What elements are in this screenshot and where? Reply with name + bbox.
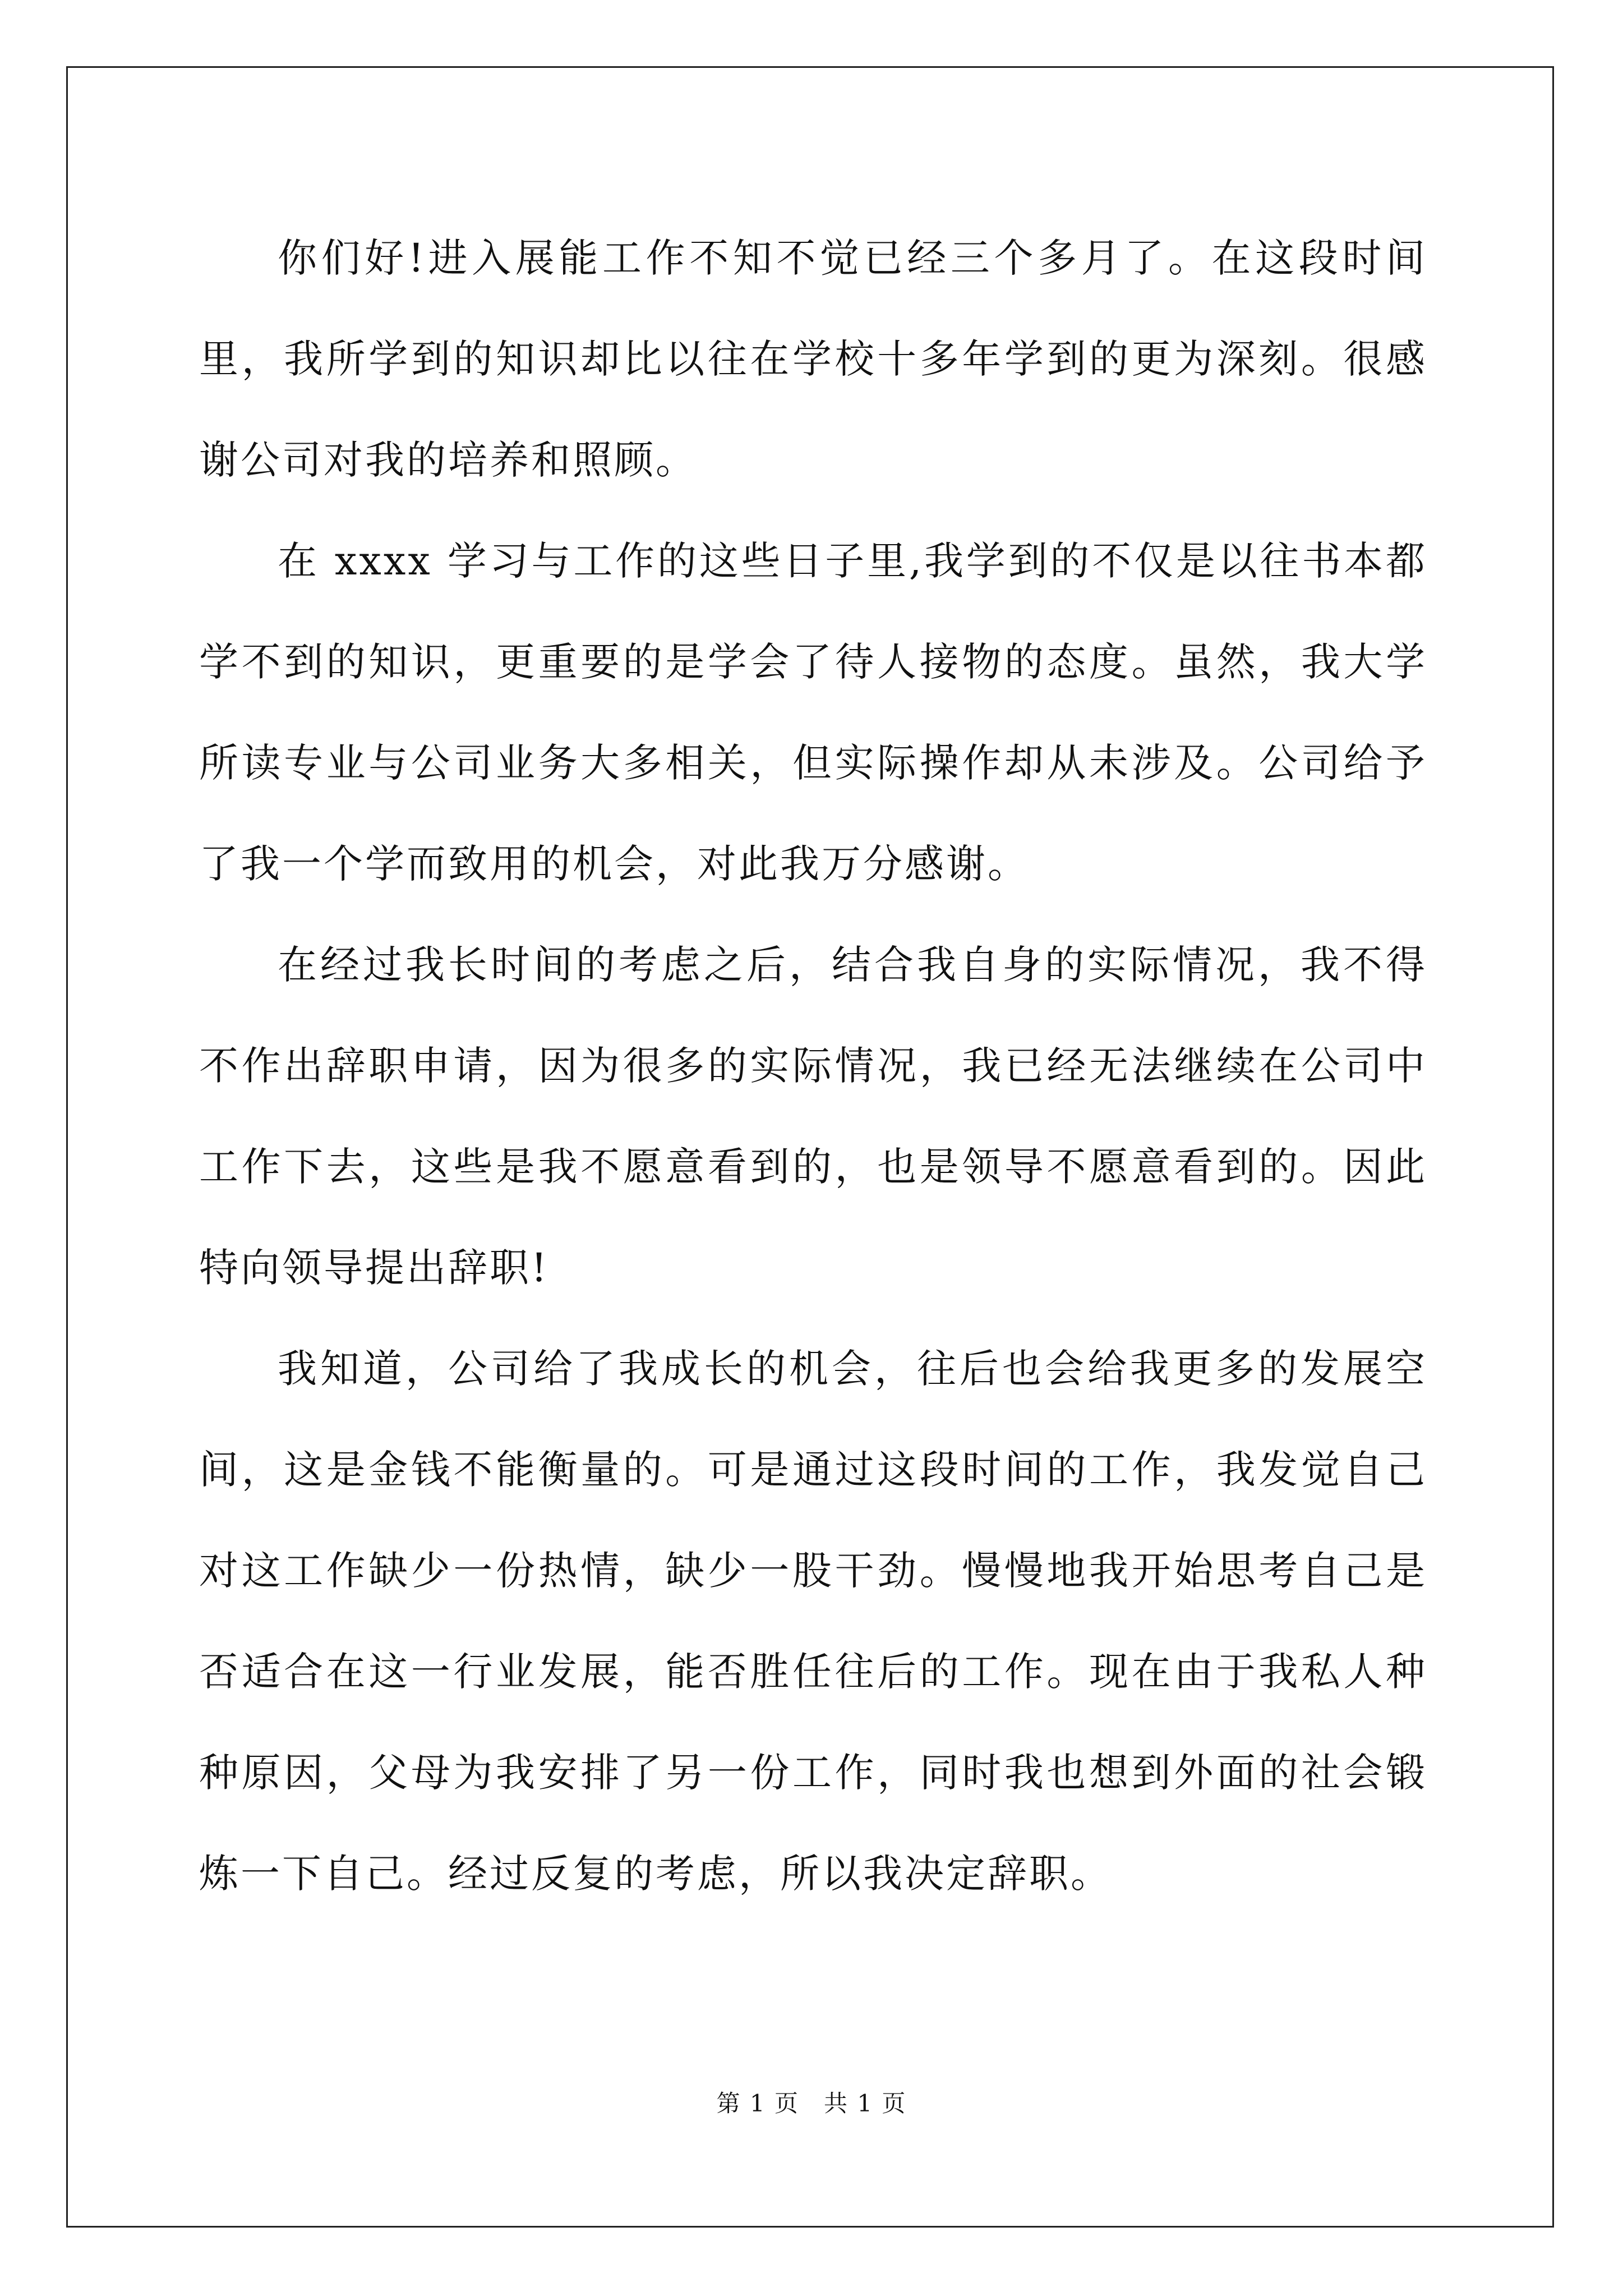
- paragraph-decision: 我知道，公司给了我成长的机会，往后也会给我更多的发展空间，这是金钱不能衡量的。可是通过这段时间的工作，我发觉自己对这工作缺少一份热情，缺少一股干劲。慢慢地我开始思考自己是否适合在这一行业发展，能否胜任往后的工作。现在由于我私人种种原因，父母为我安排了另一份工作，同时我也想到外面的社会锻炼一下自己。经过反复的考虑，所以我决定辞职。: [199, 1346, 1427, 1897]
- paragraph-resignation-reason: 在经过我长时间的考虑之后，结合我自身的实际情况，我不得不作出辞职申请，因为很多的实际情况，我已经无法继续在公司中工作下去，这些是我不愿意看到的，也是领导不愿意看到的。因此特向领导提出辞职!: [199, 942, 1427, 1291]
- page-number-footer: 第 1 页 共 1 页: [716, 2090, 907, 2117]
- paragraph-learning: 在 xxxx 学习与工作的这些日子里,我学到的不仅是以往书本都学不到的知识，更重要的是学会了待人接物的态度。虽然，我大学所读专业与公司业务大多相关，但实际操作却从未涉及。公司给予了我一个学而致用的机会，对此我万分感谢。: [199, 538, 1427, 887]
- paragraph-greeting: 你们好!进入展能工作不知不觉已经三个多月了。在这段时间里，我所学到的知识却比以往在学校十多年学到的更为深刻。很感谢公司对我的培养和照顾。: [199, 235, 1427, 483]
- document-body: [199, 208, 1427, 1924]
